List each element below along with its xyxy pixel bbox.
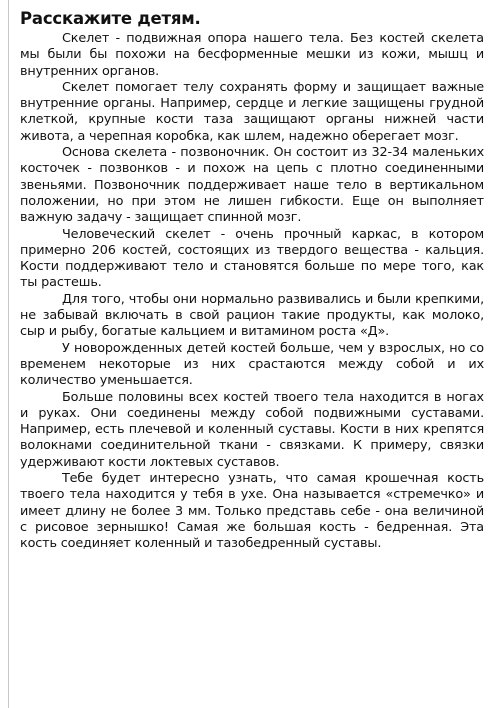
- paragraph-skeleton-support: Скелет - подвижная опора нашего тела. Без костей скелета мы были бы похожи на бесформенные мешки из кожи, мышц и внутренних органов.: [20, 31, 484, 79]
- paragraph-smallest-largest-bone: Тебе будет интересно узнать, что самая крошечная кость твоего тела находится у тебя в ухе. Она называется «стремечко» и имеет длину не более 3 мм. Только представь себе - она величиной с рисовое зернышко! Самая же большая кость - бедренная. Эта кость соединяет коленный и тазобедренный суставы.: [20, 471, 484, 552]
- paragraph-calcium-diet: Для того, чтобы они нормально развивались и были крепкими, не забывай включать в свой рацион такие продукты, как молоко, сыр и рыбу, богатые кальцием и витамином роста «Д».: [20, 291, 484, 340]
- paragraph-protects-organs: Скелет помогает телу сохранять форму и защищает важные внутренние органы. Например, сердце и легкие защищены грудной клеткой, крупные кости таза защищают органы нижней части живота, а черепная коробка, как шлем, надежно оберегает мозг.: [20, 79, 484, 144]
- paragraph-newborn-bones: У новорожденных детей костей больше, чем у взрослых, но со временем некоторые из них срастаются между собой и их количество уменьшается.: [20, 340, 484, 389]
- article-heading: Расскажите детям.: [20, 9, 201, 28]
- paragraph-joints: Больше половины всех костей твоего тела находится в ногах и руках. Они соединены между собой подвижными суставами. Например, есть плечевой и коленный суставы. Кости в них крепятся волокнами соединительной ткани - связками. К примеру, связки удерживают кости локтевых суставов.: [20, 389, 484, 470]
- page-edge-line: [8, 0, 9, 708]
- paragraph-spine: Основа скелета - позвоночник. Он состоит из 32-34 маленьких косточек - позвонков - и похож на цепь с плотно соединенными звеньями. Позвоночник поддерживает наше тело в вертикальном положении, но при этом не лишен гибкости. Еще он выполняет важную задачу - защищает спинной мозг.: [20, 145, 484, 226]
- article-body: [20, 8, 484, 553]
- paragraph-strong-frame: Человеческий скелет - очень прочный каркас, в котором примерно 206 костей, состоящих из твердого вещества - кальция. Кости поддерживают тело и становятся больше по мере того, как ты растешь.: [20, 226, 484, 291]
